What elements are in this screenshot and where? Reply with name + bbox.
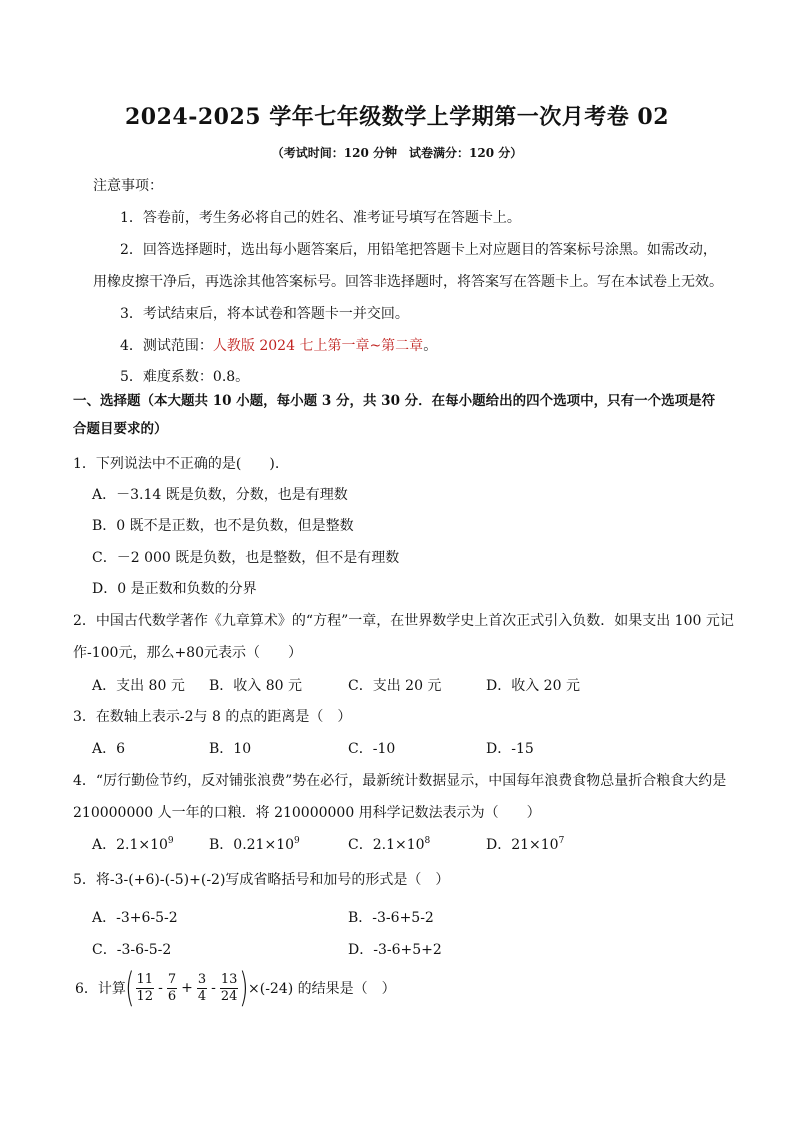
q6-stem	[75, 966, 396, 1010]
q4-option-c-base: C．2.1×10	[348, 837, 425, 853]
q3-stem: 3．在数轴上表示-2与 8 的点的距离是（ ）	[73, 709, 352, 725]
note-4-prefix: 4．测试范围：	[120, 338, 213, 354]
exam-title: 2024-2025 学年七年级数学上学期第一次月考卷 02	[124, 104, 670, 130]
note-1: 1．答卷前，考生务必将自己的姓名、准考证号填写在答题卡上。	[120, 210, 521, 226]
notes-heading: 注意事项：	[93, 178, 163, 194]
note-2-line-2: 用橡皮擦干净后，再选涂其他答案标号。回答非选择题时，将答案写在答题卡上。写在本试卷上无效。	[93, 274, 723, 290]
q5-option-d: D．-3-6+5+2	[348, 942, 442, 958]
q3-option-b: B．10	[209, 741, 252, 757]
section-heading-line-1: 一、选择题（本大题共 10 小题，每小题 3 分，共 30 分．在每小题给出的四个选项中，只有一个选项是符	[73, 393, 716, 409]
q6-prefix: 6．计算	[75, 981, 126, 997]
note-5: 5．难度系数：0.8。	[120, 369, 250, 385]
fraction-numerator: 3	[197, 971, 207, 987]
q4-option-a	[92, 836, 174, 854]
q5-stem: 5．将-3-(+6)-(-5)+(-2)写成省略括号和加号的形式是（ ）	[73, 872, 450, 888]
q6-operator-3: -	[211, 980, 216, 996]
q1-option-a: A．－3.14 既是负数，分数，也是有理数	[92, 487, 348, 503]
q6-operator-1: -	[158, 980, 163, 996]
note-4-suffix: 。	[423, 338, 438, 354]
left-paren: (	[125, 965, 135, 1011]
q6-fraction-2	[167, 972, 177, 1005]
q2-option-d: D．收入 20 元	[486, 678, 580, 694]
fraction-numerator: 11	[136, 971, 154, 987]
note-4-range: 人教版 2024 七上第一章~第二章	[212, 338, 424, 354]
q4-stem-line-2: 210000000 人一年的口粮．将 210000000 用科学记数法表示为（ ）	[73, 805, 541, 821]
q4-option-b	[209, 836, 300, 854]
right-paren: )	[239, 965, 249, 1011]
q2-stem-line-1: 2．中国古代数学著作《九章算术》的“方程”一章，在世界数学史上首次正式引入负数．如果支出 100 元记	[73, 613, 734, 629]
note-2-line-1: 2．回答选择题时，选出每小题答案后，用铅笔把答题卡上对应题目的答案标号涂黑。如需改动，	[120, 242, 717, 258]
fraction-numerator: 7	[167, 971, 177, 987]
q2-option-a: A．支出 80 元	[92, 678, 185, 694]
q3-option-a: A．6	[92, 741, 126, 757]
q4-option-b-base: B．0.21×10	[209, 837, 295, 853]
q1-option-d: D．0 是正数和负数的分界	[92, 581, 257, 597]
q2-stem-line-2: 作-100元，那么+80元表示（ ）	[73, 645, 302, 661]
q2-option-b: B．收入 80 元	[209, 678, 303, 694]
fraction-denominator: 4	[197, 988, 207, 1004]
q6-suffix: ×(-24) 的结果是（ ）	[248, 981, 396, 997]
q5-option-a: A．-3+6-5-2	[92, 910, 178, 926]
q6-operator-2: +	[181, 980, 193, 996]
q3-option-c: C．-10	[348, 741, 396, 757]
q1-stem: 1．下列说法中不正确的是( ).	[73, 456, 280, 472]
q3-option-d: D．-15	[486, 741, 534, 757]
q5-option-c: C．-3-6-5-2	[92, 942, 172, 958]
fraction-denominator: 12	[136, 988, 154, 1004]
q6-fraction-3	[197, 972, 207, 1005]
q2-option-c: C．支出 20 元	[348, 678, 442, 694]
q6-fraction-1	[136, 972, 155, 1005]
q4-option-b-exponent: 9	[294, 836, 300, 846]
exam-subtitle: （考试时间：120 分钟 试卷满分：120 分）	[271, 146, 523, 160]
fraction-denominator: 24	[220, 988, 238, 1004]
q4-option-a-exponent: 9	[167, 836, 174, 846]
q1-option-b: B．0 既不是正数，也不是负数，但是整数	[92, 518, 354, 534]
q5-option-b: B．-3-6+5-2	[348, 910, 434, 926]
q4-stem-line-1: 4．“厉行勤俭节约，反对铺张浪费”势在必行，最新统计数据显示，中国每年浪费食物总量折合粮食大约是	[73, 773, 727, 789]
q4-option-c	[348, 836, 430, 854]
q4-option-d-exponent: 7	[558, 836, 565, 846]
q1-option-c: C．－2 000 既是负数，也是整数，但不是有理数	[92, 550, 400, 566]
q6-fraction-4	[220, 972, 239, 1005]
note-3: 3．考试结束后，将本试卷和答题卡一并交回。	[120, 306, 409, 322]
fraction-denominator: 6	[167, 988, 177, 1004]
q4-option-d	[486, 836, 564, 854]
section-heading-line-2: 合题目要求的）	[73, 421, 168, 437]
fraction-numerator: 13	[220, 971, 238, 987]
q4-option-a-base: A．2.1×10	[92, 837, 168, 853]
note-4	[120, 337, 437, 355]
q4-option-c-exponent: 8	[424, 836, 431, 846]
q4-option-d-base: D．21×10	[486, 837, 559, 853]
